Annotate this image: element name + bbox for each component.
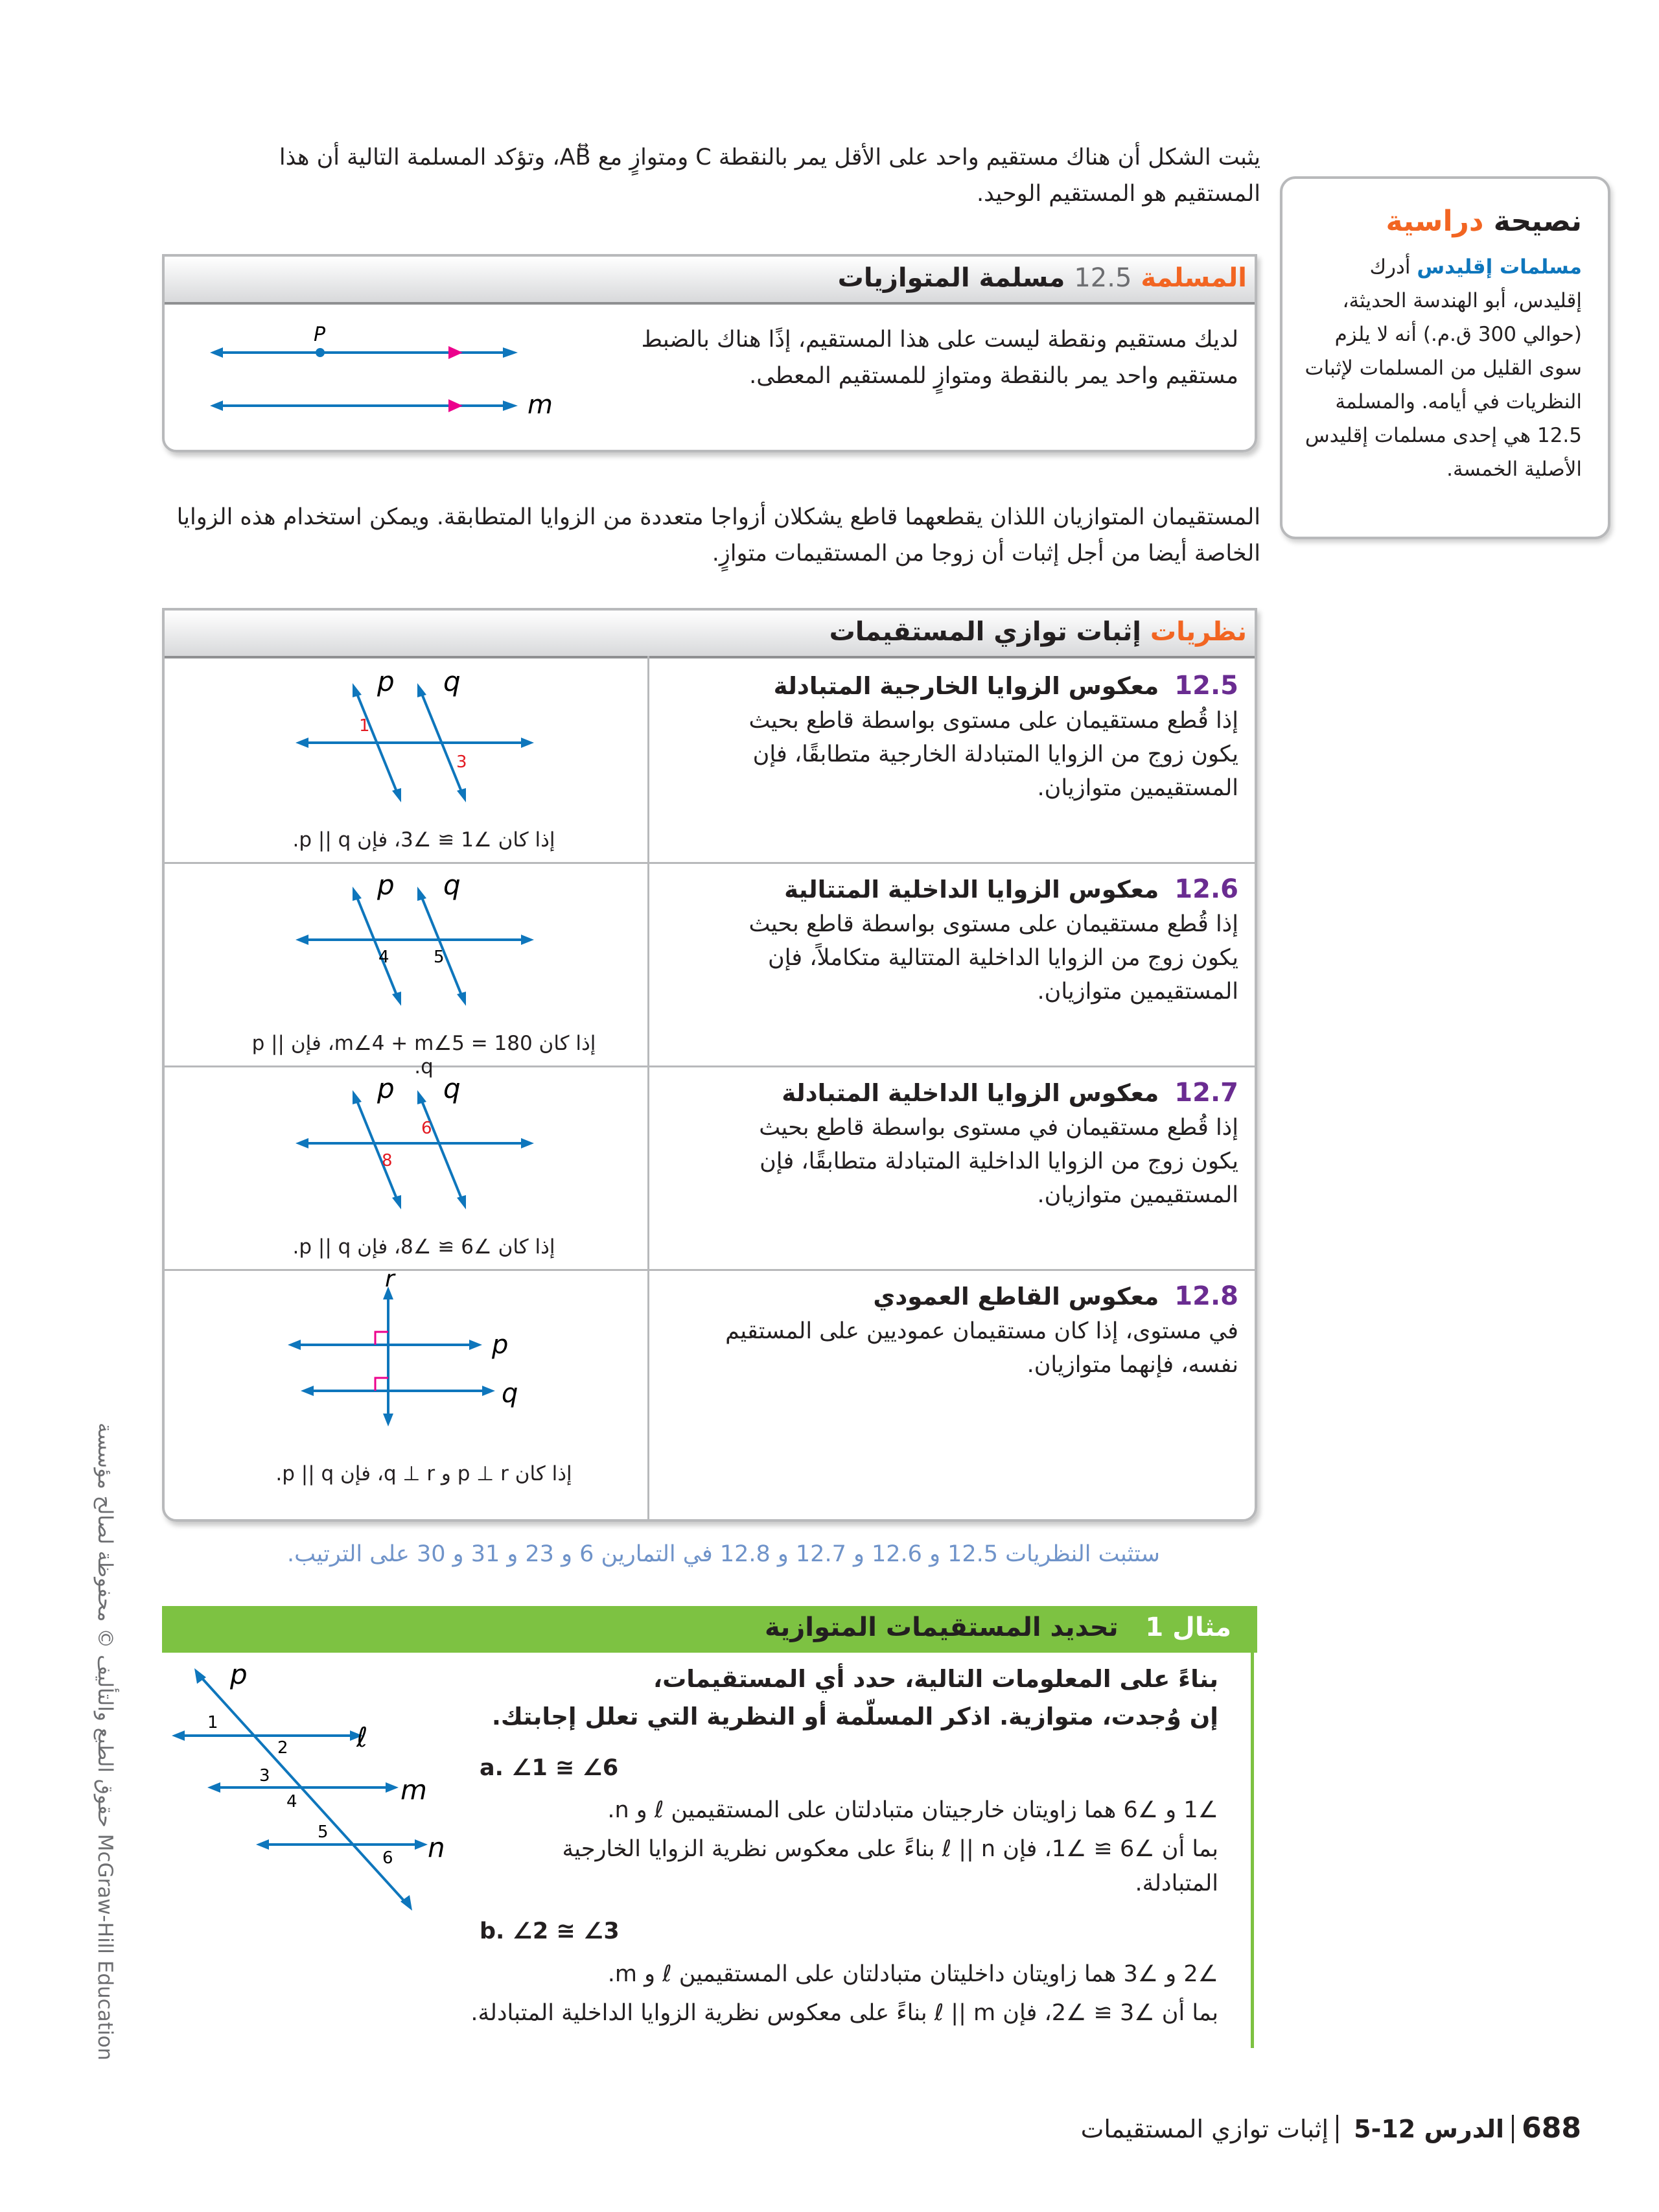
svg-text:2: 2	[277, 1738, 288, 1758]
theorem-statement: إذا قُطع مستقيمان في مستوى بواسطة قاطع بحيث يكون زوج من الزوايا الداخلية المتبادلة متطابقًا، فإن المستقيمين متوازيان.	[759, 1115, 1238, 1208]
example-prompt-1: بناءً على المعلومات التالية، حدد أي المستقيمات،	[653, 1665, 1218, 1693]
svg-text:8: 8	[382, 1151, 393, 1170]
point-p	[316, 348, 325, 357]
arrowhead-left	[210, 347, 223, 358]
svg-text:r: r	[385, 1272, 395, 1292]
svg-text:p: p	[230, 1659, 248, 1690]
svg-text:6: 6	[382, 1848, 393, 1868]
parallel-marker-2	[448, 399, 463, 412]
svg-text:p: p	[492, 1330, 509, 1360]
theorem-figure-12-8	[281, 1272, 566, 1434]
postulate-header	[165, 257, 1255, 305]
example-label: مثال 1	[1145, 1612, 1231, 1642]
example-part-a-label: a. ∠1 ≅ ∠6	[480, 1755, 619, 1781]
lesson-topic: إثبات توازي المستقيمات	[1081, 2115, 1338, 2143]
svg-text:n: n	[428, 1832, 445, 1863]
svg-text:5: 5	[318, 1822, 329, 1842]
theorem-row-12-7	[165, 1065, 1255, 1271]
study-tip-title	[1386, 205, 1582, 238]
svg-text:4: 4	[378, 948, 389, 967]
svg-text:q: q	[443, 666, 461, 697]
theorems-label: نظريات	[1150, 617, 1247, 647]
page-footer	[1081, 2112, 1581, 2145]
theorem-text-12-8	[707, 1279, 1238, 1382]
study-tip	[1280, 176, 1610, 539]
theorems-name: إثبات توازي المستقيمات	[829, 617, 1141, 647]
example-b-line-2: بما أن ∠3 ≅ ∠2، فإن ℓ || m بناءً على معكوس نظرية الزوايا الداخلية المتبادلة.	[470, 2000, 1218, 2026]
example-side-bar	[1251, 1653, 1254, 2048]
svg-text:q: q	[502, 1379, 518, 1408]
postulate-box	[162, 254, 1257, 452]
svg-text:m: m	[400, 1774, 427, 1806]
page-number: 688	[1522, 2112, 1581, 2145]
sidebar-copyright: حقوق الطبع والتأليف © محفوظة لصالح مؤسسة McGraw-Hill Education	[93, 1423, 117, 2061]
intro-line-1: يثبت الشكل أن هناك مستقيم واحد على الأقل يمر بالنقطة C ومتوازٍ مع AB⃡، وتؤكد المسلمة التالية أن هذا	[279, 145, 1260, 170]
theorem-row-12-8	[165, 1269, 1255, 1522]
example-a-line-2: بما أن ∠6 ≅ ∠1، فإن ℓ || n بناءً على معكوس نظرية الزوايا الخارجية	[562, 1836, 1218, 1862]
theorem-text-12-5	[707, 669, 1238, 805]
theorem-caption-12-5: إذا كان ∠1 ≅ ∠3، فإن p || q.	[292, 828, 555, 852]
study-tip-body	[1297, 250, 1582, 486]
theorem-text-12-6	[707, 872, 1238, 1008]
svg-text:ℓ: ℓ	[356, 1721, 368, 1753]
postulate-name: مسلمة المتوازيات	[837, 263, 1065, 293]
proof-note: ستثبت النظريات 12.5 و 12.6 و 12.7 و 12.8 في التمارين 6 و 23 و 31 و 30 على الترتيب.	[287, 1541, 1160, 1567]
theorems-title	[830, 617, 1247, 647]
theorem-name: معكوس الزوايا الخارجية المتبادلة	[773, 672, 1159, 700]
example-header	[162, 1606, 1257, 1653]
example-a-line-1: ∠1 و ∠6 هما زاويتان خارجيتان متبادلتان على المستقيمين ℓ و n.	[607, 1797, 1218, 1823]
parallel-marker-1	[448, 346, 463, 359]
postulate-figure	[203, 321, 566, 432]
theorem-statement: في مستوى، إذا كان مستقيمان عموديين على المستقيم نفسه، فإنهما متوازيان.	[725, 1318, 1238, 1378]
postulate-title	[838, 263, 1247, 293]
svg-text:p: p	[377, 869, 395, 901]
theorem-number: 12.6	[1174, 874, 1238, 904]
theorem-number: 12.5	[1174, 671, 1238, 701]
theorem-name: معكوس الزوايا الداخلية المتتالية	[784, 876, 1159, 903]
theorem-caption-12-8: إذا كان p ⊥ r و q ⊥ r، فإن p || q.	[275, 1462, 572, 1485]
svg-text:3: 3	[456, 752, 467, 772]
example-prompt	[376, 1660, 1218, 1736]
arrowhead-right	[503, 347, 518, 358]
theorems-header	[165, 611, 1255, 658]
postulate-text: لديك مستقيم ونقطة ليست على هذا المستقيم، إذًا هناك بالضبط مستقيم واحد يمر بالنقطة ومتوازٍ للمستقيم المعطى.	[641, 327, 1238, 389]
svg-text:1: 1	[207, 1713, 218, 1732]
theorem-caption-12-7: إذا كان ∠6 ≅ ∠8، فإن p || q.	[292, 1235, 555, 1259]
theorem-row-12-5	[165, 658, 1255, 864]
postulate-label: المسلمة	[1141, 263, 1247, 293]
svg-text:5: 5	[434, 948, 445, 967]
theorem-caption-12-6: إذا كان m∠4 + m∠5 = 180، فإن p || q.	[251, 1032, 596, 1078]
svg-text:3: 3	[259, 1766, 270, 1786]
svg-text:p: p	[377, 666, 395, 697]
example-part-b-label: b. ∠2 ≅ ∠3	[480, 1918, 620, 1944]
svg-text:q: q	[443, 1073, 461, 1104]
theorem-number: 12.8	[1174, 1281, 1238, 1311]
svg-text:4: 4	[286, 1792, 297, 1811]
theorem-figure-12-5	[294, 665, 540, 808]
study-tip-title-2: دراسية	[1386, 205, 1484, 238]
svg-text:p: p	[377, 1073, 395, 1104]
study-tip-text: أدرك إقليدس، أبو الهندسة الحديثة، (حوالي 300 ق.م.) أنه لا يلزم سوى القليل من المسلمات لإثبات النظريات في أيامه. والمسلمة 12.5 هي إحدى مسلمات إقليدس الأصلية الخمسة.	[1305, 255, 1582, 481]
theorem-figure-12-7	[294, 1072, 540, 1215]
svg-text:q: q	[443, 869, 461, 901]
arrowhead-left-m	[210, 401, 223, 411]
svg-text:6: 6	[421, 1119, 432, 1138]
arrowhead-right-m	[503, 401, 518, 411]
example-b-line-1: ∠2 و ∠3 هما زاويتان داخليتان متبادلتان على المستقيمين ℓ و m.	[607, 1961, 1218, 1987]
study-tip-title-1: نصيحة	[1493, 205, 1582, 238]
example-name: تحديد المستقيمات المتوازية	[765, 1612, 1119, 1642]
study-tip-term: مسلمات إقليدس	[1417, 255, 1582, 279]
theorem-statement: إذا قُطع مستقيمان على مستوى بواسطة قاطع بحيث يكون زوج من الزوايا الداخلية المتتالية متكاملاً، فإن المستقيمين متوازيان.	[748, 911, 1238, 1005]
theorem-figure-12-6	[294, 868, 540, 1011]
paragraph-2: المستقيمان المتوازيان اللذان يقطعهما قاطع يشكلان أزواجا متعددة من الزوايا المتطابقة. ويمكن استخدام هذه الزوايا الخاصة أيضا من أجل إثبات أن زوجا من المستقيمات متوازٍ.	[176, 504, 1260, 566]
theorem-row-12-6	[165, 862, 1255, 1078]
intro-paragraph	[165, 139, 1260, 212]
theorem-statement: إذا قُطع مستقيمان على مستوى بواسطة قاطع بحيث يكون زوج من الزوايا المتبادلة الخارجية متطابقًا، فإن المستقيمين متوازيان.	[748, 708, 1238, 801]
theorem-text-12-7	[707, 1076, 1238, 1212]
line-m-label: m	[528, 390, 553, 420]
theorem-name: معكوس القاطع العمودي	[873, 1283, 1159, 1310]
example-figure	[162, 1659, 486, 1918]
svg-text:1: 1	[359, 716, 370, 736]
example-title	[765, 1612, 1231, 1642]
intro-line-2: المستقيم هو المستقيم الوحيد.	[976, 181, 1260, 207]
example-prompt-2: إن وُجدت، متوازية. اذكر المسلّمة أو النظرية التي تعلل إجابتك.	[491, 1703, 1218, 1730]
theorem-number: 12.7	[1174, 1078, 1238, 1108]
theorems-box	[162, 608, 1257, 1522]
point-p-label: P	[314, 323, 326, 346]
postulate-number: 12.5	[1074, 263, 1132, 293]
theorem-name: معكوس الزوايا الداخلية المتبادلة	[782, 1079, 1159, 1107]
lesson-label: الدرس 12-5	[1354, 2115, 1514, 2143]
example-a-line-3: المتبادلة.	[1135, 1870, 1218, 1896]
